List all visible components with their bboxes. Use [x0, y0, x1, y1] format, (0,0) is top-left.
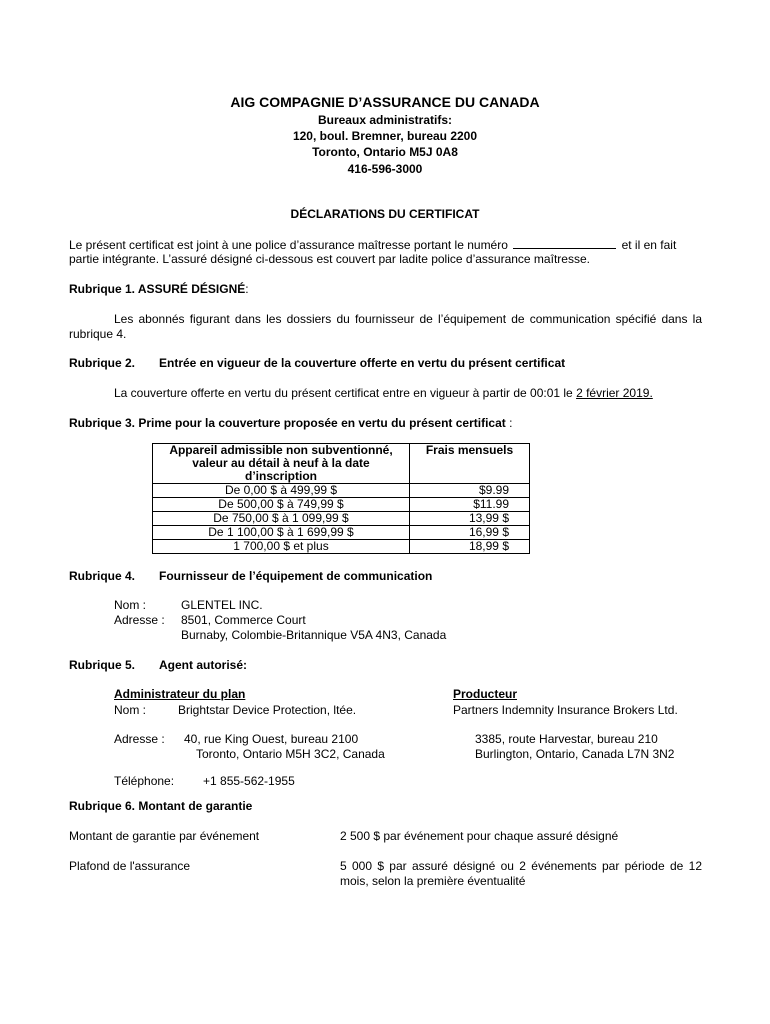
producer-address-line2: Burlington, Ontario, Canada L7N 3N2 [475, 747, 675, 761]
intro-text-part2: et il en fait [621, 238, 677, 252]
monthly-fee-cell: 13,99 $ [410, 512, 530, 526]
insurance-limit-label: Plafond de l'assurance [69, 859, 191, 873]
table-row [153, 526, 530, 540]
value-range-cell: De 750,00 $ à 1 099,99 $ [153, 512, 410, 526]
insurance-limit-value [340, 859, 702, 889]
supplier-address-line2: Burnaby, Colombie-Britannique V5A 4N3, Canada [181, 628, 447, 642]
monthly-fee-cell: $11.99 [410, 498, 530, 512]
plan-administrator-title: Administrateur du plan [114, 687, 246, 701]
coverage-start-date: 2 février 2019. [576, 386, 653, 400]
rubrique6-title: Rubrique 6. Montant de garantie [69, 799, 253, 813]
phone-label: Téléphone: [114, 774, 175, 788]
monthly-fee-header: Frais mensuels [410, 444, 530, 484]
supplier-address-label: Adresse : [114, 613, 165, 627]
rubrique1-text-line2: la rubrique 4. [69, 312, 702, 341]
intro-text-part1: Le présent certificat est joint à une police d’assurance maîtresse portant le numéro [69, 238, 508, 252]
rubrique2-text [114, 386, 653, 401]
guarantee-per-event-value: 2 500 $ par événement pour chaque assuré désigné [340, 829, 619, 843]
table-row [153, 498, 530, 512]
insurance-limit-value-line2: 12 mois, selon la première éventualité [340, 859, 702, 888]
rubrique1-heading [69, 282, 249, 297]
administrator-name: Brightstar Device Protection, ltée. [178, 703, 357, 717]
rubrique5-title: Agent autorisé: [159, 658, 248, 672]
monthly-fee-cell: 18,99 $ [410, 540, 530, 554]
rubrique1-title: Rubrique 1. ASSURÉ DÉSIGNÉ [69, 282, 246, 296]
value-range-cell: De 500,00 $ à 749,99 $ [153, 498, 410, 512]
rubrique5-label: Rubrique 5. [69, 658, 136, 672]
guarantee-per-event-label: Montant de garantie par événement [69, 829, 260, 843]
rubrique1-text [69, 312, 702, 342]
monthly-fee-cell: $9.99 [410, 484, 530, 498]
rubrique1-text-line1: Les abonnés figurant dans les dossiers du fournisseur de l’équipement de communication spécifié dans [114, 312, 688, 326]
agent-name-label: Nom : [114, 703, 147, 717]
table-row [153, 484, 530, 498]
producer-address-line1: 3385, route Harvestar, bureau 210 [475, 732, 658, 746]
rubrique4-label: Rubrique 4. [69, 569, 136, 583]
agent-address-label: Adresse : [114, 732, 165, 746]
supplier-address-line1: 8501, Commerce Court [181, 613, 306, 627]
offices-label: Bureaux administratifs: [317, 113, 453, 127]
intro-line2: partie intégrante. L’assuré désigné ci-dessous est couvert par ladite police d’assurance maîtresse. [69, 252, 590, 266]
value-range-cell: De 1 100,00 $ à 1 699,99 $ [153, 526, 410, 540]
office-address-line1: 120, boul. Bremner, bureau 2200 [292, 129, 478, 143]
office-address-line2: Toronto, Ontario M5J 0A8 [312, 145, 458, 159]
document-title: DÉCLARATIONS DU CERTIFICAT [290, 207, 480, 221]
rubrique4-title: Fournisseur de l’équipement de communication [159, 569, 433, 583]
office-phone: 416-596-3000 [347, 162, 423, 176]
supplier-name: GLENTEL INC. [181, 598, 263, 612]
premium-table [152, 443, 530, 554]
rubrique3-title: Rubrique 3. Prime pour la couverture proposée en vertu du présent certificat [69, 416, 506, 430]
producer-name: Partners Indemnity Insurance Brokers Ltd. [453, 703, 678, 717]
value-range-cell: De 0,00 $ à 499,99 $ [153, 484, 410, 498]
intro-line1 [69, 237, 676, 253]
device-value-header-line2: valeur au détail à neuf à la date d’inscription [192, 456, 370, 483]
monthly-fee-cell: 16,99 $ [410, 526, 530, 540]
rubrique2-title: Entrée en vigueur de la couverture offerte en vertu du présent certificat [159, 356, 566, 370]
device-value-header-line1: Appareil admissible non subventionné, [169, 443, 393, 457]
table-row [153, 512, 530, 526]
administrator-address-line2: Toronto, Ontario M5H 3C2, Canada [196, 747, 385, 761]
premium-table-header [153, 444, 530, 484]
rubrique2-text-body: La couverture offerte en vertu du présent certificat entre en vigueur à partir de 00:01 le [114, 386, 573, 400]
producer-title: Producteur [453, 687, 518, 701]
company-name: AIG COMPAGNIE D’ASSURANCE DU CANADA [230, 94, 540, 110]
rubrique1-colon: : [245, 282, 249, 296]
policy-number-blank [513, 237, 616, 249]
phone-number: +1 855-562-1955 [203, 774, 295, 788]
administrator-address-line1: 40, rue King Ouest, bureau 2100 [184, 732, 359, 746]
rubrique2-label: Rubrique 2. [69, 356, 136, 370]
insurance-limit-value-line1: 5 000 $ par assuré désigné ou 2 événements par période de [340, 859, 684, 873]
rubrique3-colon: : [505, 416, 513, 430]
rubrique3-heading [69, 416, 512, 431]
device-value-header [153, 444, 410, 484]
value-range-cell: 1 700,00 $ et plus [153, 540, 410, 554]
supplier-name-label: Nom : [114, 598, 147, 612]
table-row [153, 540, 530, 554]
